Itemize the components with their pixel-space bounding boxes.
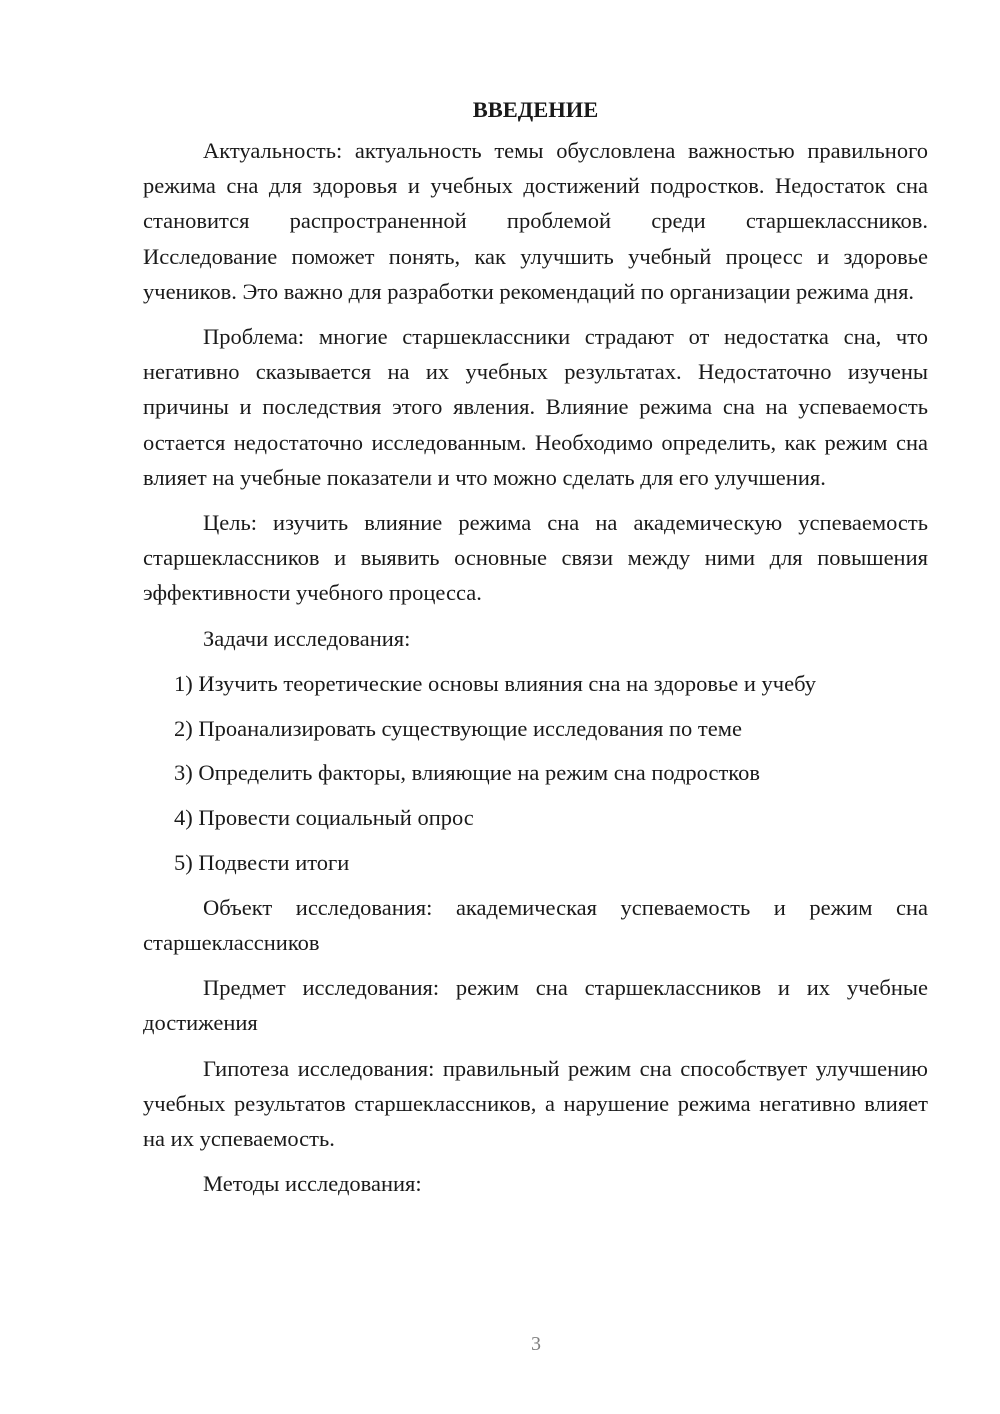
tasks-list: [143, 666, 928, 880]
list-item: 4) Провести социальный опрос: [174, 805, 474, 831]
methods-label: Методы исследования:: [203, 1171, 422, 1197]
object-paragraph: Объект исследования: академическая успеваемость и режим сна старшеклассников: [143, 894, 928, 956]
goal-paragraph: Цель: изучить влияние режима сна на академическую успеваемость старшеклассников и выявить основные связи между ними для повышения эффективности учебного процесса.: [143, 510, 928, 606]
hypothesis-paragraph: Гипотеза исследования: правильный режим сна способствует улучшению учебных результатов старшеклассников, а нарушение режима негативно влияет на их успеваемость.: [143, 1055, 928, 1152]
list-item: 2) Проанализировать существующие исследования по теме: [174, 715, 742, 741]
list-item: 5) Подвести итоги: [174, 850, 350, 876]
document-page: [143, 92, 928, 1211]
section-heading: ВВЕДЕНИЕ: [472, 97, 599, 122]
list-item: 3) Определить факторы, влияющие на режим сна подростков: [174, 760, 760, 786]
subject-paragraph: Предмет исследования: режим сна старшеклассников и их учебные достижения: [143, 975, 928, 1036]
tasks-label: Задачи исследования:: [203, 625, 411, 651]
list-item: 1) Изучить теоретические основы влияния сна на здоровье и учебу: [174, 670, 816, 696]
problem-paragraph: Проблема: многие старшеклассники страдают от недостатка сна, что негативно сказывается на их учебных результатах. Недостаточно изучены причины и последствия этого явления. Влияние режима сна на успеваемость остается недостаточно исследованным. Необходимо определить, как режим сна влияет на учебные показатели и что можно сделать для его улучшения.: [143, 324, 928, 490]
relevance-paragraph: Актуальность: актуальность темы обусловлена важностью правильного режима сна для здоровья и учебных достижений подростков. Недостаток сна становится распространенной проблемой среди старшеклассников. Исследование поможет понять, как улучшить учебный процесс и здоровье учеников. Это важно для разработки рекомендаций по организации режима дня.: [143, 138, 928, 304]
page-number: 3: [531, 1333, 541, 1355]
